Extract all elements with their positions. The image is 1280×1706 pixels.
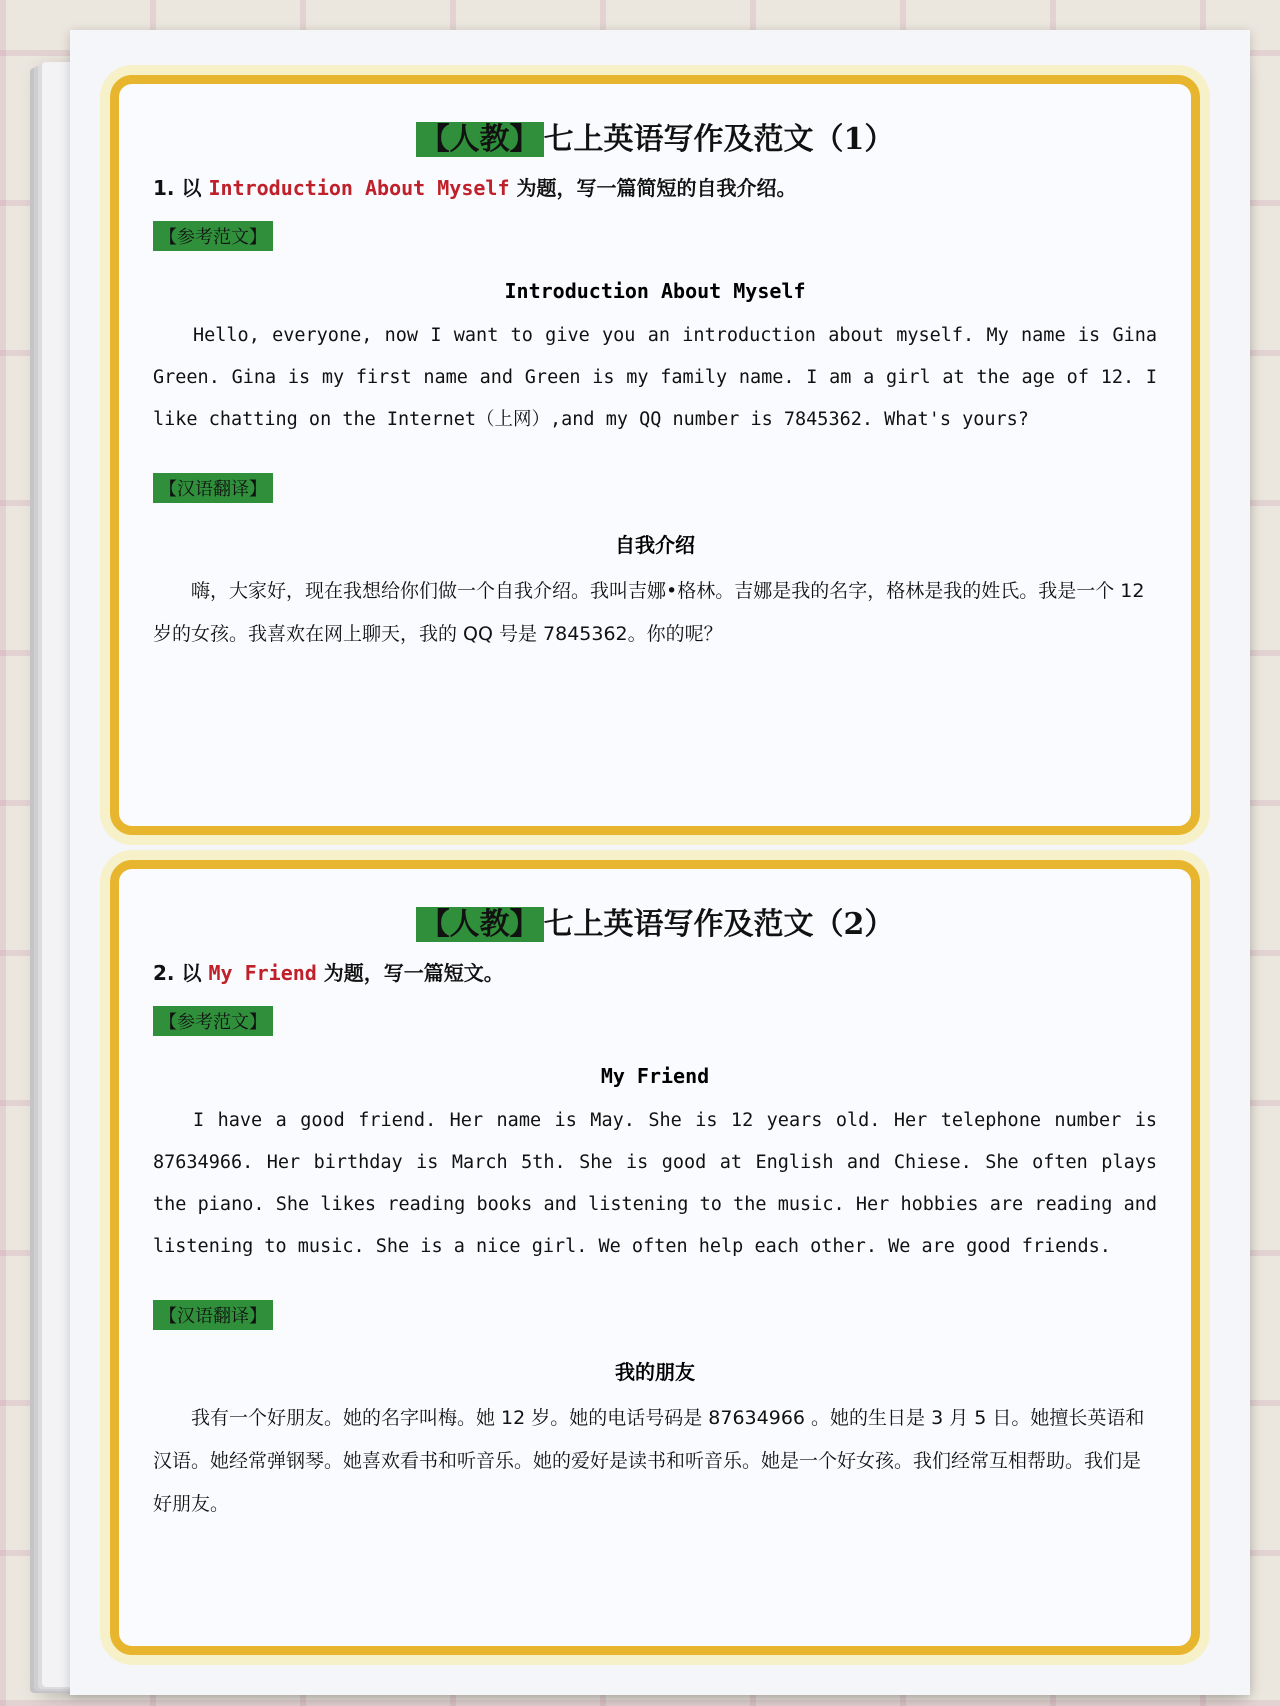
title-text: 七上英语写作及范文（2）	[543, 907, 895, 942]
card-title	[153, 899, 1157, 943]
task-suffix: 为题，写一篇短文。	[316, 961, 504, 985]
essay-title: Introduction About Myself	[504, 279, 806, 303]
task-prefix: 1. 以	[153, 176, 209, 200]
essay-card-1	[110, 75, 1200, 835]
task-topic: Introduction About Myself	[208, 176, 510, 200]
translation-label: 【汉语翻译】	[153, 473, 273, 503]
task-prefix: 2. 以	[153, 961, 209, 985]
writing-task	[153, 957, 1157, 986]
essay-text: Hello, everyone, now I want to give you an introduction about myself. My name is Gina Green. Gina is my first name and Green is my family name. I am a girl at the age of 12. I like chatting on the Internet（上网）,and my QQ number is 7845362. What's yours?	[153, 325, 1157, 430]
task-topic: My Friend	[208, 961, 317, 985]
translation-text: 我有一个好朋友。她的名字叫梅。她 12 岁。她的电话号码是 87634966 。她的生日是 3 月 5 日。她擅长英语和汉语。她经常弹钢琴。她喜欢看书和听音乐。她的爱好是读书和听音乐。她是一个好女孩。我们经常互相帮助。我们是好朋友。	[153, 1407, 1145, 1515]
translation-text: 嗨，大家好，现在我想给你们做一个自我介绍。我叫吉娜•格林。吉娜是我的名字，格林是我的姓氏。我是一个 12 岁的女孩。我喜欢在网上聊天，我的 QQ 号是 7845362。你的呢？	[153, 580, 1145, 645]
card-title	[153, 114, 1157, 158]
translation-title: 自我介绍	[615, 533, 695, 557]
title-text: 七上英语写作及范文（1）	[543, 122, 895, 157]
essay-title: My Friend	[600, 1064, 710, 1088]
title-tag: 【人教】	[416, 907, 544, 942]
essay-text: I have a good friend. Her name is May. She is 12 years old. Her telephone number is 87634966. Her birthday is March 5th. She is good at English and Chiese. She often plays the piano. She likes reading books and listening to the music. Her hobbies are reading and listening to music. She is a nice girl. We often help each other. We are good friends.	[153, 1110, 1157, 1257]
translation-title: 我的朋友	[615, 1360, 695, 1384]
worksheet-page	[70, 30, 1250, 1695]
essay-card-2	[110, 860, 1200, 1655]
task-suffix: 为题，写一篇简短的自我介绍。	[509, 176, 797, 200]
writing-task	[153, 172, 1157, 201]
sample-essay-label: 【参考范文】	[153, 1006, 273, 1036]
sample-essay-label: 【参考范文】	[153, 221, 273, 251]
title-tag: 【人教】	[416, 122, 544, 157]
translation-label: 【汉语翻译】	[153, 1300, 273, 1330]
